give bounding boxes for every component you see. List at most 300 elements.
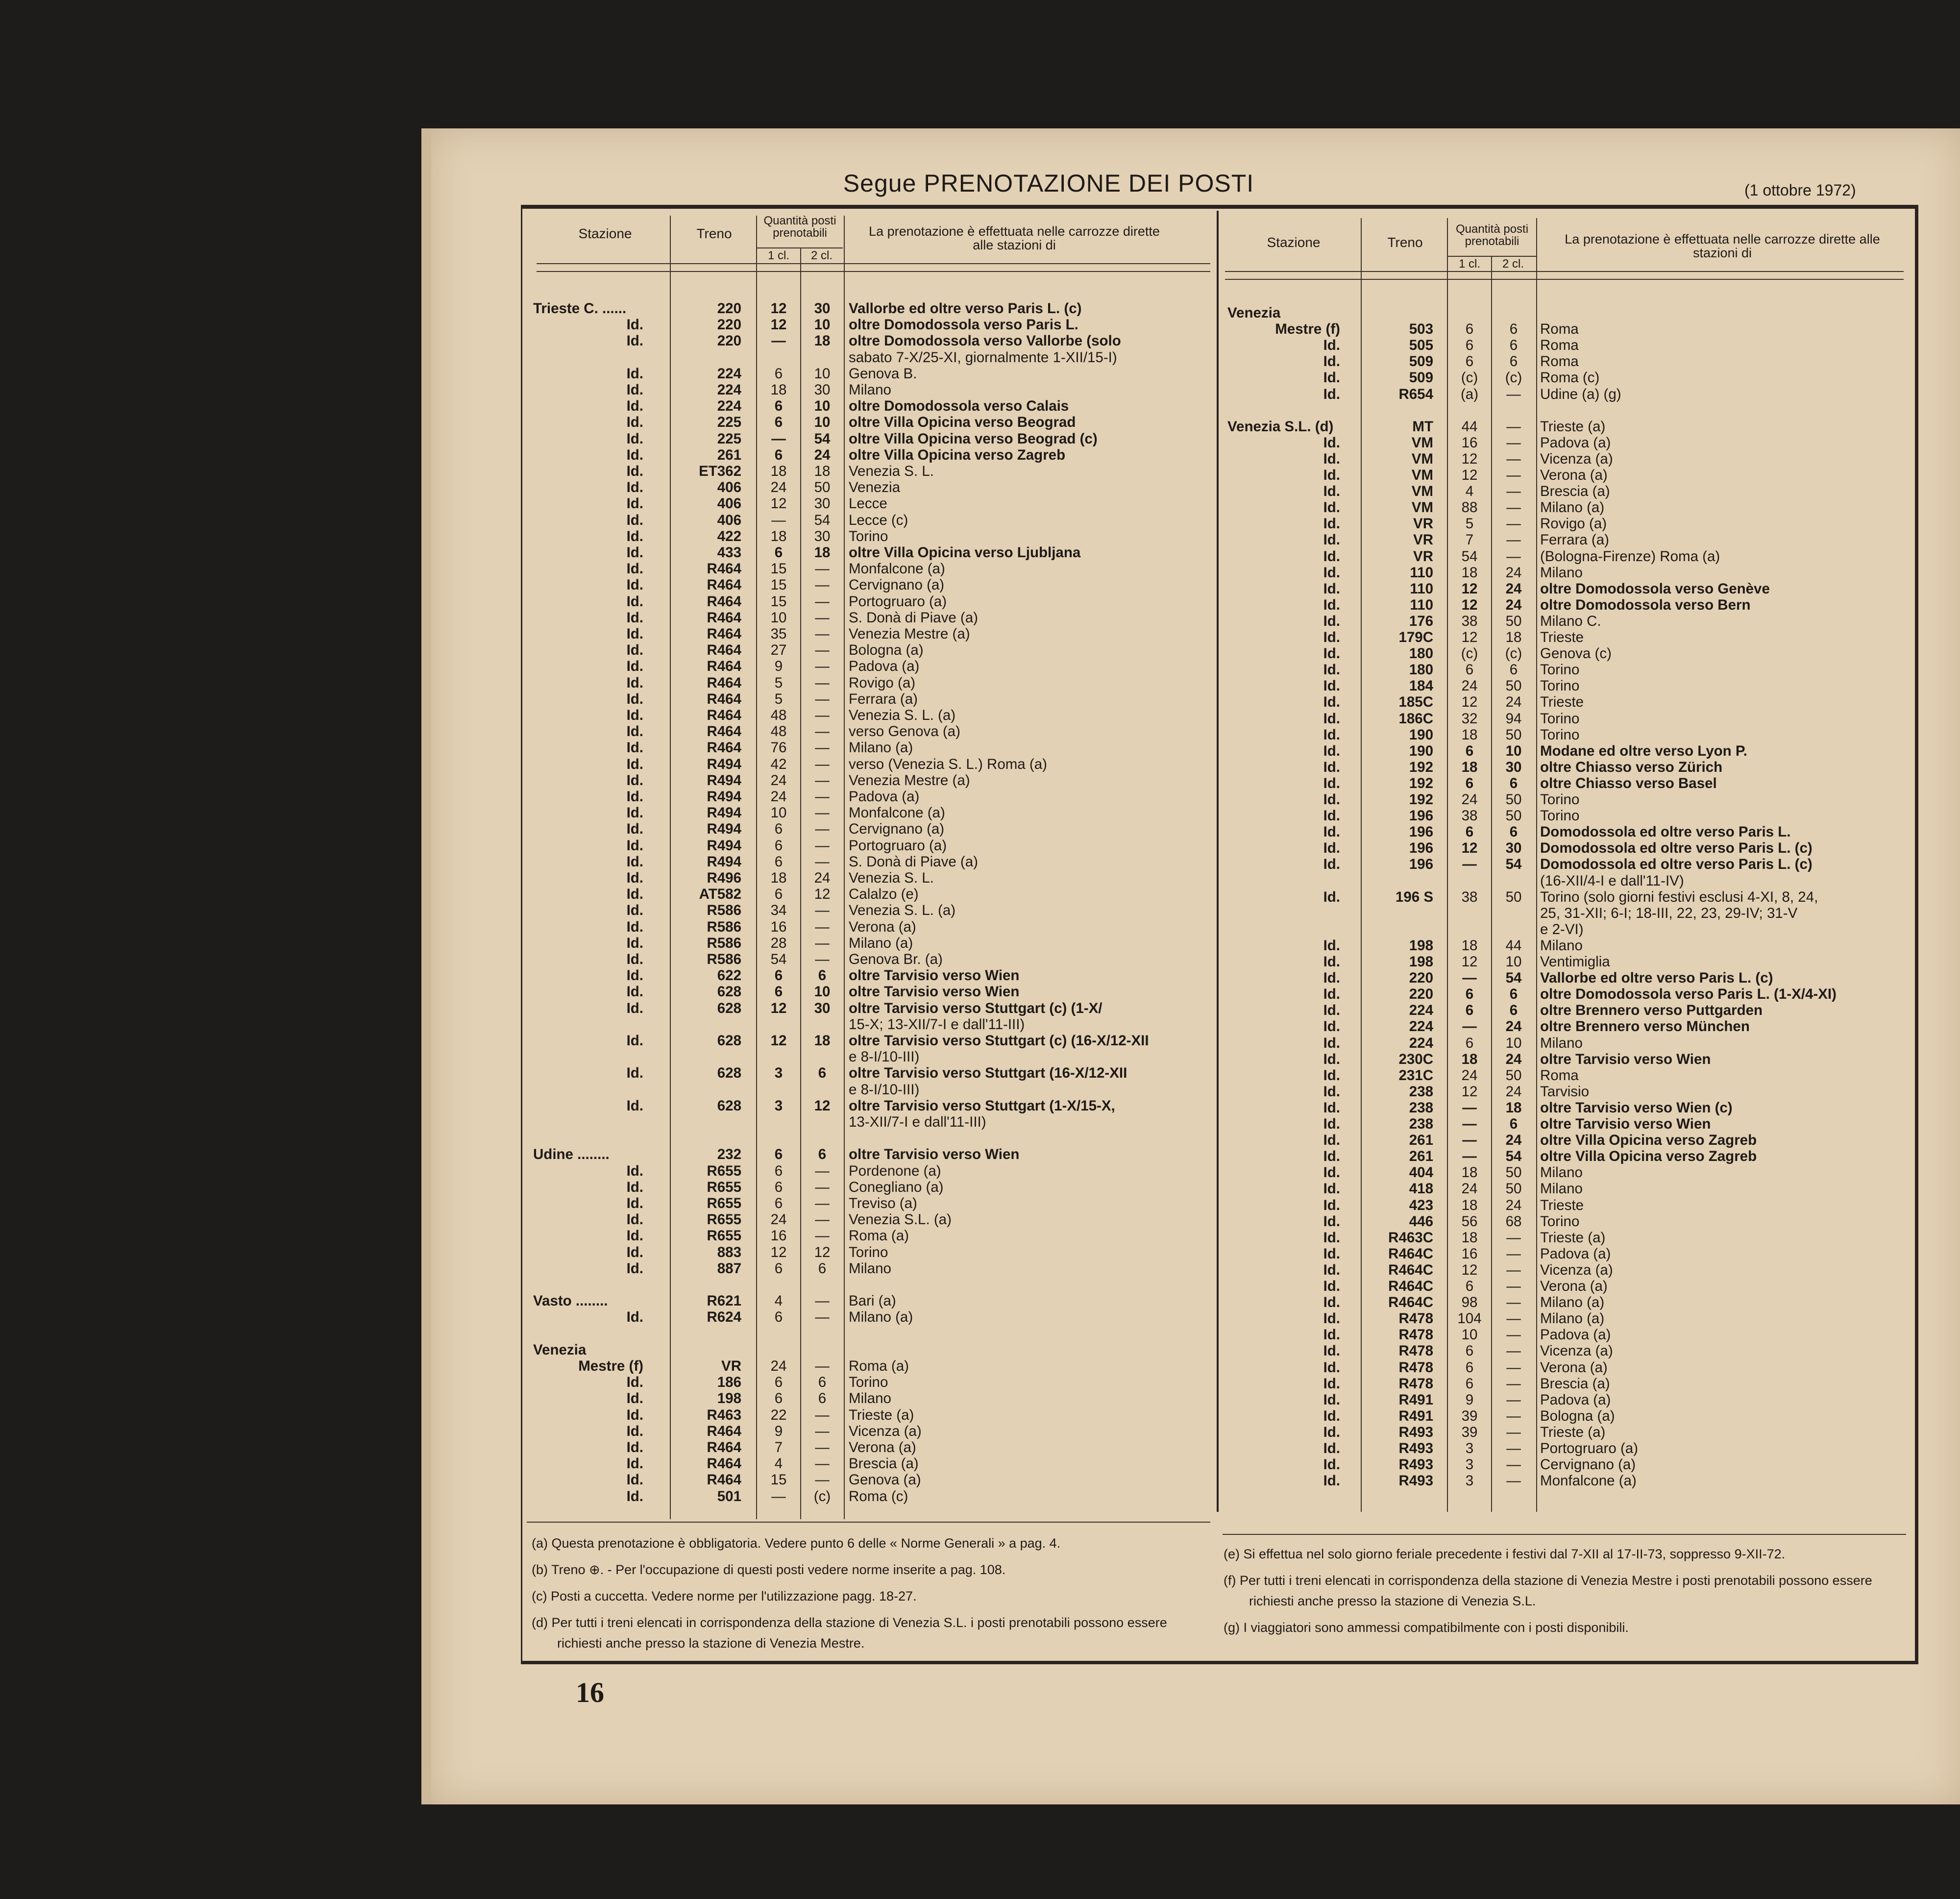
first-class-cell: 15 — [770, 561, 787, 577]
first-class-cell: — — [771, 512, 786, 528]
first-class-cell: 4 — [774, 1293, 783, 1309]
destination-cell: Udine (a) (g) — [1540, 386, 1621, 402]
first-class-cell: 12 — [1461, 596, 1478, 613]
train-cell: R464 — [707, 561, 741, 577]
second-class-cell: 54 — [1505, 970, 1522, 986]
train-cell: 220 — [717, 300, 741, 317]
second-class-cell: 30 — [814, 1000, 831, 1016]
first-class-cell: 6 — [774, 984, 783, 1000]
first-class-cell: 16 — [1461, 1245, 1478, 1262]
destination-cell: Milano — [849, 1260, 891, 1277]
destination-cell: Ventimiglia — [1540, 954, 1610, 970]
destination-cell: Torino — [1540, 678, 1580, 694]
second-class-cell: 12 — [814, 886, 831, 903]
second-class-cell: — — [1506, 418, 1521, 435]
train-cell: R464 — [707, 1455, 741, 1472]
station-cell: Id. — [626, 935, 643, 951]
second-class-cell: — — [1506, 450, 1521, 467]
first-class-cell: 6 — [774, 886, 783, 903]
station-cell: Id. — [626, 886, 643, 903]
train-cell: 224 — [1409, 1002, 1433, 1019]
second-class-cell: 18 — [814, 463, 831, 479]
train-cell: R463C — [1388, 1229, 1433, 1246]
second-class-cell: 6 — [818, 1260, 827, 1277]
destination-cell: Vicenza (a) — [1540, 1343, 1613, 1359]
second-class-cell: 6 — [818, 1390, 827, 1407]
second-class-cell: — — [1506, 1278, 1521, 1294]
destination-cell: e 8-I/10-III) — [849, 1049, 920, 1065]
station-cell: Id. — [626, 577, 643, 593]
destination-cell: Monfalcone (a) — [849, 561, 945, 577]
station-cell: Id. — [626, 1211, 643, 1228]
table-row — [0, 516, 1960, 532]
destination-cell: Roma — [1540, 321, 1579, 338]
second-class-cell: — — [815, 561, 830, 577]
station-cell: Id. — [626, 1179, 643, 1195]
first-class-cell: 54 — [770, 951, 787, 967]
second-class-cell: 24 — [1505, 1197, 1522, 1213]
destination-cell: Padova (a) — [849, 789, 920, 805]
train-cell: R464 — [707, 691, 741, 707]
station-cell: Id. — [1323, 726, 1340, 743]
second-class-cell: (c) — [1505, 645, 1522, 662]
station-cell: Id. — [1323, 1391, 1340, 1408]
train-cell: R464 — [707, 707, 741, 723]
station-cell: Id. — [1323, 353, 1340, 370]
first-class-cell: 6 — [1465, 775, 1474, 791]
train-cell: R493 — [1398, 1440, 1433, 1456]
destination-cell: Milano (a) — [849, 1309, 913, 1326]
first-class-cell: 24 — [1461, 678, 1478, 694]
first-class-cell: 98 — [1461, 1294, 1478, 1311]
station-cell: Id. — [626, 951, 643, 967]
second-class-cell: — — [815, 658, 830, 675]
destination-cell: Modane ed oltre verso Lyon P. — [1540, 742, 1747, 759]
destination-cell: Torino — [1540, 710, 1580, 727]
table-row — [0, 1230, 1960, 1246]
first-class-cell: (a) — [1460, 386, 1479, 402]
destination-cell: Verona (a) — [1540, 1359, 1608, 1376]
first-class-cell: 7 — [1465, 532, 1474, 548]
destination-cell: Venezia S.L. (a) — [849, 1211, 952, 1228]
table-row — [0, 1408, 1960, 1424]
first-class-cell: 6 — [1465, 1002, 1474, 1019]
second-class-cell: — — [1506, 1245, 1521, 1262]
second-class-cell: — — [815, 1423, 830, 1439]
table-row — [0, 1213, 1960, 1230]
station-cell: Id. — [626, 805, 643, 821]
table-row — [0, 743, 1960, 759]
first-class-cell: 7 — [774, 1439, 783, 1455]
station-cell: Id. — [626, 1244, 643, 1260]
col-station: Stazione — [1267, 235, 1321, 250]
train-cell: 180 — [1409, 662, 1433, 678]
destination-cell: Torino — [1540, 662, 1580, 678]
destination-cell: Brescia (a) — [1540, 1375, 1610, 1392]
train-cell: 176 — [1409, 613, 1433, 629]
second-class-cell: — — [1506, 1327, 1521, 1343]
first-class-cell: 3 — [774, 1097, 783, 1114]
second-class-cell: 10 — [814, 984, 831, 1000]
second-class-cell: (c) — [813, 1488, 831, 1504]
train-cell: 446 — [1409, 1213, 1433, 1230]
table-row — [0, 645, 1960, 662]
station-cell: Id. — [626, 365, 643, 382]
train-cell: ET362 — [699, 463, 741, 479]
first-class-cell: 6 — [1465, 662, 1474, 678]
station-cell: Id. — [1323, 970, 1340, 986]
first-class-cell: — — [1462, 1099, 1477, 1116]
second-class-cell: 50 — [1505, 613, 1522, 629]
station-cell: Id. — [1323, 1197, 1340, 1213]
table-row — [0, 1148, 1960, 1164]
second-class-cell: — — [815, 723, 830, 740]
second-class-cell: — — [815, 691, 830, 707]
station-cell: Id. — [626, 1406, 643, 1423]
second-class-cell: 24 — [814, 446, 831, 463]
footnote: (d) Per tutti i treni elencati in corrispondenza della stazione di Venezia S.L. i posti prenotabili possono essere richiesti anche presso la stazione di Venezia Mestre. — [532, 1615, 1167, 1651]
station-cell: Id. — [626, 691, 643, 707]
train-cell: R494 — [707, 821, 741, 838]
station-cell: Id. — [1323, 1099, 1340, 1116]
second-class-cell: — — [815, 593, 830, 610]
train-cell: 196 — [1409, 840, 1433, 857]
first-class-cell: 12 — [1461, 629, 1478, 645]
destination-cell: Trieste — [1540, 629, 1584, 645]
table-row — [0, 727, 1960, 743]
col-dest: La prenotazione è effettuata nelle carrozze dirette alle stazioni di — [869, 224, 1160, 253]
train-cell: 628 — [717, 984, 741, 1000]
train-cell: 196 — [1409, 856, 1433, 873]
destination-cell: Vicenza (a) — [1540, 450, 1613, 467]
first-class-cell: 10 — [1461, 1327, 1478, 1343]
col-dest: La prenotazione è effettuata nelle carrozze dirette alle stazioni di — [1565, 232, 1880, 261]
second-class-cell: 30 — [814, 495, 831, 512]
destination-cell: Lecce — [849, 495, 887, 512]
second-class-cell: 54 — [814, 430, 831, 447]
first-class-cell: 6 — [774, 398, 783, 415]
destination-cell: Venezia S. L. (a) — [849, 902, 956, 919]
second-class-cell: — — [1506, 1424, 1521, 1440]
station-cell: Id. — [1323, 678, 1340, 694]
first-class-cell: 12 — [770, 1244, 787, 1260]
station-cell: Id. — [1323, 499, 1340, 516]
station-cell: Venezia — [1227, 305, 1281, 321]
first-class-cell: 10 — [770, 805, 787, 821]
station-cell: Id. — [1323, 467, 1340, 483]
first-class-cell: 22 — [770, 1406, 787, 1423]
first-class-cell: 3 — [1465, 1456, 1474, 1473]
station-cell: Id. — [1323, 1229, 1340, 1246]
notes-left — [532, 1533, 1208, 1659]
first-class-cell: — — [1462, 1018, 1477, 1035]
table-row — [0, 873, 1960, 889]
destination-cell: Verona (a) — [1540, 467, 1608, 483]
second-class-cell: — — [1506, 516, 1521, 532]
destination-cell: oltre Brennero verso Puttgarden — [1540, 1002, 1763, 1019]
destination-cell: Portogruaro (a) — [1540, 1440, 1639, 1456]
first-class-cell: 6 — [1465, 1278, 1474, 1294]
second-class-cell: 10 — [1505, 1035, 1522, 1051]
destination-cell: Bari (a) — [849, 1293, 896, 1309]
second-class-cell: — — [815, 642, 830, 659]
first-class-cell: 3 — [1465, 1440, 1474, 1456]
destination-cell: oltre Tarvisio verso Wien (c) — [1540, 1099, 1733, 1116]
second-class-cell: 6 — [818, 1374, 827, 1391]
destination-cell: Verona (a) — [849, 1439, 916, 1455]
page-title: Segue PRENOTAZIONE DEI POSTI — [843, 170, 1254, 197]
second-class-cell: 44 — [1505, 937, 1522, 954]
first-class-cell: 6 — [1465, 1035, 1474, 1051]
table-row — [0, 986, 1960, 1002]
destination-cell: Torino — [849, 528, 888, 544]
table-row — [0, 370, 1960, 386]
station-cell: Id. — [1323, 1002, 1340, 1019]
destination-cell: Ferrara (a) — [849, 691, 918, 707]
train-cell: 110 — [1410, 564, 1433, 581]
station-cell: Id. — [1323, 548, 1340, 565]
second-class-cell: — — [815, 740, 830, 756]
station-cell: Id. — [626, 1195, 643, 1211]
first-class-cell: 24 — [770, 1211, 787, 1228]
train-cell: 509 — [1409, 353, 1433, 370]
station-cell: Id. — [1323, 1294, 1340, 1311]
station-cell: Id. — [626, 609, 643, 626]
train-cell: R494 — [707, 756, 741, 772]
train-cell: 220 — [1409, 970, 1433, 986]
station-cell: Vasto ........ — [533, 1293, 608, 1309]
table-row — [0, 467, 1960, 483]
station-cell: Mestre (f) — [1275, 321, 1340, 338]
table-row — [0, 1440, 1960, 1456]
train-cell: R654 — [1398, 386, 1433, 402]
table-row — [0, 451, 1960, 467]
station-cell: Id. — [626, 463, 643, 479]
station-cell: Id. — [626, 789, 643, 805]
first-class-cell: 5 — [774, 674, 783, 691]
first-class-cell: 27 — [770, 642, 787, 659]
first-class-cell: 12 — [1461, 1083, 1478, 1100]
train-cell: VR — [1413, 516, 1433, 532]
destination-cell: Cervignano (a) — [849, 821, 945, 838]
train-cell: 622 — [717, 967, 741, 984]
table-row — [0, 1424, 1960, 1440]
second-class-cell: — — [815, 1211, 830, 1228]
second-class-cell: 10 — [814, 365, 831, 382]
train-cell: R494 — [707, 805, 741, 821]
station-cell: Id. — [1323, 1067, 1340, 1084]
train-cell: 261 — [717, 446, 741, 463]
train-cell: VM — [1411, 483, 1433, 500]
second-class-cell: — — [1506, 467, 1521, 483]
train-cell: R464 — [707, 723, 741, 740]
station-cell: Id. — [626, 707, 643, 723]
first-class-cell: 24 — [770, 789, 787, 805]
station-cell: Id. — [1323, 856, 1340, 873]
first-class-cell: 18 — [1461, 726, 1478, 743]
train-cell: R491 — [1398, 1407, 1433, 1424]
second-class-cell: — — [815, 853, 830, 870]
second-class-cell: 6 — [1509, 321, 1518, 338]
second-class-cell: 50 — [814, 479, 831, 496]
destination-cell: Tarvisio — [1540, 1083, 1589, 1100]
first-class-cell: 16 — [1461, 434, 1478, 451]
train-cell: 225 — [717, 414, 741, 431]
train-cell: R478 — [1398, 1343, 1433, 1359]
destination-cell: oltre Tarvisio verso Wien — [1540, 1051, 1711, 1067]
table-row — [0, 970, 1960, 986]
train-cell: R478 — [1398, 1327, 1433, 1343]
second-class-cell: 50 — [1505, 808, 1522, 824]
destination-cell: Trieste — [1540, 1197, 1584, 1213]
first-class-cell: 12 — [1461, 580, 1478, 597]
destination-cell: Padova (a) — [1540, 1327, 1611, 1343]
col-train: Treno — [1387, 235, 1423, 250]
train-cell: 433 — [717, 544, 741, 561]
first-class-cell: 3 — [1465, 1473, 1474, 1489]
second-class-cell: 94 — [1505, 710, 1522, 727]
train-cell: R655 — [707, 1228, 741, 1244]
train-cell: VM — [1411, 450, 1433, 467]
table-row — [0, 711, 1960, 727]
destination-cell: Calalzo (e) — [849, 886, 919, 903]
station-cell: Id. — [626, 382, 643, 398]
destination-cell: oltre Tarvisio verso Wien — [849, 1146, 1020, 1163]
train-cell: R464 — [707, 609, 741, 626]
destination-cell: Verona (a) — [1540, 1278, 1608, 1294]
station-cell: Id. — [1323, 532, 1340, 548]
table-row — [0, 694, 1960, 710]
second-class-cell: — — [815, 951, 830, 967]
train-cell: 628 — [717, 1033, 741, 1049]
table-row — [0, 1310, 1960, 1327]
train-cell: 628 — [717, 1097, 741, 1114]
station-cell: Id. — [626, 1033, 643, 1049]
train-cell: 261 — [1409, 1132, 1433, 1149]
station-cell: Id. — [1323, 1456, 1340, 1473]
first-class-cell: 48 — [770, 723, 787, 740]
station-cell: Id. — [1323, 775, 1340, 791]
destination-cell: Trieste (a) — [1540, 1424, 1606, 1440]
train-cell: 179C — [1398, 629, 1433, 645]
first-class-cell: 38 — [1461, 808, 1478, 824]
train-cell: R464 — [707, 1423, 741, 1439]
destination-cell: Padova (a) — [1540, 1245, 1611, 1262]
table-row — [0, 419, 1960, 435]
destination-cell: Vallorbe ed oltre verso Paris L. (c) — [1540, 970, 1773, 986]
train-cell: R621 — [707, 1293, 741, 1309]
table-row — [0, 1051, 1960, 1067]
second-class-cell: — — [1506, 1375, 1521, 1392]
destination-cell: Trieste (a) — [1540, 1229, 1606, 1246]
destination-cell: Monfalcone (a) — [1540, 1473, 1637, 1489]
col-first: 1 cl. — [1458, 257, 1480, 271]
first-class-cell: 88 — [1461, 499, 1478, 516]
station-cell: Id. — [626, 528, 643, 544]
second-class-cell: — — [1506, 1456, 1521, 1473]
train-cell: 110 — [1410, 580, 1433, 597]
first-class-cell: 15 — [770, 577, 787, 593]
destination-cell: oltre Tarvisio verso Stuttgart (1-X/15-X, — [849, 1097, 1115, 1114]
train-cell: 224 — [1409, 1018, 1433, 1035]
destination-cell: (Bologna-Firenze) Roma (a) — [1540, 548, 1720, 565]
second-class-cell: — — [815, 789, 830, 805]
station-cell: Id. — [626, 740, 643, 756]
second-class-cell: 54 — [1505, 1148, 1522, 1165]
station-cell: Id. — [1323, 613, 1340, 629]
table-row — [0, 1294, 1960, 1310]
first-class-cell: 12 — [770, 317, 787, 333]
destination-cell: Pordenone (a) — [849, 1162, 941, 1179]
first-class-cell: — — [771, 333, 786, 349]
destination-cell: Roma (c) — [849, 1488, 908, 1504]
table-row — [0, 1035, 1960, 1051]
first-class-cell: 6 — [1465, 1343, 1474, 1359]
train-cell: 505 — [1409, 337, 1433, 354]
station-cell: Id. — [626, 723, 643, 740]
station-cell: Id. — [1323, 986, 1340, 1003]
destination-cell: Genova B. — [849, 365, 917, 382]
footnote: (b) Treno ⊕. - Per l'occupazione di questi posti vedere norme inserite a pag. 108. — [532, 1562, 1006, 1577]
first-class-cell: 54 — [1461, 548, 1478, 565]
destination-cell: Portogruaro (a) — [849, 837, 947, 854]
first-class-cell: 9 — [1465, 1391, 1474, 1408]
first-class-cell: 6 — [1465, 824, 1474, 840]
second-class-cell: — — [815, 1439, 830, 1455]
second-class-cell: 10 — [814, 398, 831, 415]
destination-cell: Rovigo (a) — [849, 674, 916, 691]
table-row — [0, 1116, 1960, 1132]
page-number: 16 — [576, 1677, 604, 1708]
first-class-cell: 42 — [770, 756, 787, 772]
second-class-cell: 6 — [1509, 337, 1518, 354]
destination-cell: oltre Chiasso verso Basel — [1540, 775, 1717, 791]
table-row — [0, 889, 1960, 905]
first-class-cell: 18 — [1461, 1164, 1478, 1181]
destination-cell: Cervignano (a) — [849, 577, 945, 593]
destination-cell: Milano — [1540, 1164, 1583, 1181]
first-class-cell: 12 — [1461, 840, 1478, 857]
destination-cell: Milano — [849, 1390, 891, 1407]
destination-cell: Venezia S. L. — [849, 463, 934, 479]
second-class-cell: 24 — [814, 870, 831, 886]
first-class-cell: 6 — [1465, 337, 1474, 354]
destination-cell: Portogruaro (a) — [849, 593, 947, 610]
destination-cell: Roma — [1540, 337, 1579, 354]
first-class-cell: — — [1462, 1148, 1477, 1165]
destination-cell: S. Donà di Piave (a) — [849, 853, 978, 870]
station-cell: Id. — [1323, 742, 1340, 759]
station-cell: Id. — [1323, 1018, 1340, 1035]
destination-cell: Roma — [1540, 353, 1579, 370]
first-class-cell: 4 — [774, 1455, 783, 1472]
second-class-cell: — — [815, 1228, 830, 1244]
train-cell: 238 — [1409, 1116, 1433, 1132]
first-class-cell: 18 — [1461, 1051, 1478, 1067]
first-class-cell: — — [771, 1488, 786, 1504]
destination-cell: oltre Domodossola verso Genève — [1540, 580, 1770, 597]
train-cell: R624 — [707, 1309, 741, 1326]
train-cell: R478 — [1398, 1375, 1433, 1392]
train-cell: 509 — [1409, 370, 1433, 386]
table-row — [0, 532, 1960, 548]
station-cell: Id. — [626, 1228, 643, 1244]
station-cell: Id. — [1323, 759, 1340, 775]
train-cell: 422 — [717, 528, 741, 544]
destination-cell: Domodossola ed oltre verso Paris L. (c) — [1540, 856, 1813, 873]
footnote: (a) Questa prenotazione è obbligatoria. Vedere punto 6 delle « Norme Generali » a pag. 4. — [532, 1536, 1061, 1551]
table-row — [0, 499, 1960, 516]
